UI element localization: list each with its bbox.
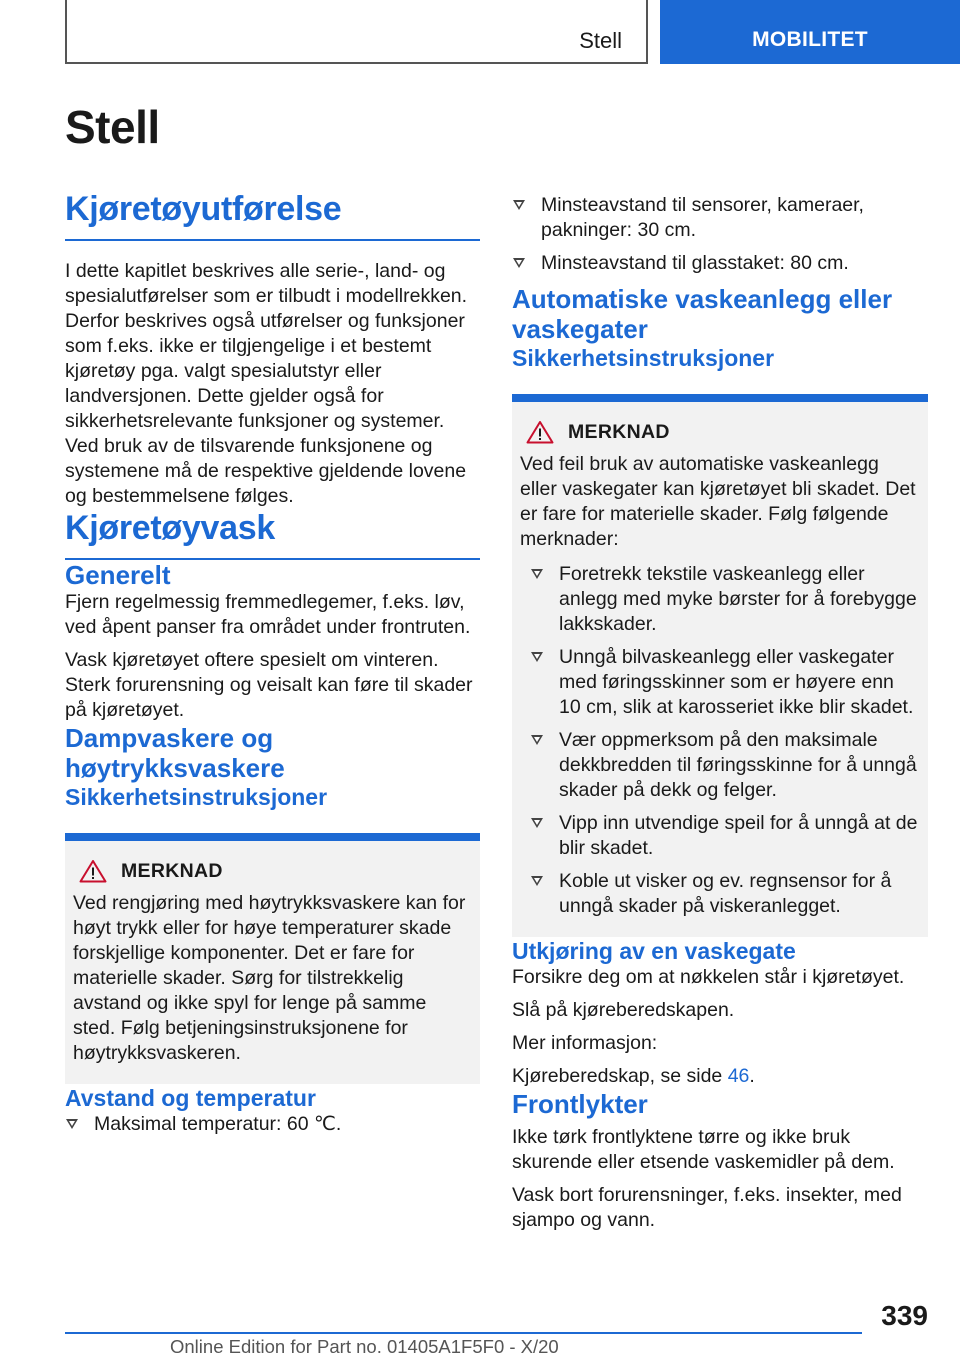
- section-heading-automatic-wash: Automatiske vaskeanlegg eller vaskegater: [512, 284, 893, 344]
- footer-divider: [65, 1332, 862, 1334]
- left-column: [65, 190, 480, 1145]
- triangle-bullet-icon: [531, 569, 543, 579]
- notice-box-pressure-washer: [65, 833, 480, 1084]
- list-item: Maksimal temperatur: 60 ℃.: [65, 1112, 480, 1137]
- subheading-safety-right: Sikkerhetsinstruksjoner: [512, 345, 775, 371]
- chapter-heading-vehicle-wash: Kjøretøyvask: [65, 509, 480, 560]
- triangle-bullet-icon: [531, 735, 543, 745]
- subheading-safety-left: Sikkerhetsinstruksjoner: [65, 784, 328, 810]
- general-paragraph-1: Fjern regelmessig fremmedlegemer, f.eks. løv, ved åpent panser fra området under frontruten.: [65, 591, 471, 638]
- notice-box-automatic-wash: [512, 394, 928, 937]
- list-item: Minsteavstand til sensorer, kameraer, pakninger: 30 cm.: [512, 193, 928, 243]
- triangle-bullet-icon: [513, 200, 525, 210]
- exit-paragraph-2: Slå på kjøreberedskapen.: [512, 999, 735, 1021]
- page-number: 339: [881, 1300, 928, 1331]
- header-frame: [65, 0, 648, 64]
- section-heading-steam-pressure: Dampvaskere og høytrykksvaskere: [65, 723, 285, 783]
- exit-paragraph-3: Mer informasjon:: [512, 1032, 658, 1054]
- headlights-paragraph-2: Vask bort forurensninger, f.eks. insekter, med sjampo og vann.: [512, 1184, 902, 1231]
- distance-list-right: [512, 193, 928, 276]
- general-paragraph-2: Vask kjøretøyet oftere spesielt om vinteren. Sterk forurensning og veisalt kan føre til skader på kjøretøyet.: [65, 649, 473, 721]
- chapter-heading-vehicle-design: Kjøretøyutførelse: [65, 190, 480, 241]
- header-section-title: Stell: [579, 28, 622, 53]
- headlights-paragraph-1: Ikke tørk frontlyktene tørre og ikke bruk skurende eller etsende vaskemidler på dem.: [512, 1126, 895, 1173]
- list-item: Vipp inn utvendige speil for å unngå at de blir skadet.: [530, 811, 920, 861]
- list-item: Koble ut visker og ev. regnsensor for å unngå skader på viskeranlegget.: [530, 869, 920, 919]
- notice-title: MERKNAD: [121, 859, 223, 882]
- triangle-bullet-icon: [513, 258, 525, 268]
- exit-paragraph-4: Kjøreberedskap, se side 46.: [512, 1065, 755, 1087]
- list-item: Vær oppmerksom på den maksimale dekkbredden til føringsskinne for å unngå skader på dekk og felger.: [530, 728, 920, 803]
- notice-list: [520, 562, 920, 919]
- exit-paragraph-1: Forsikre deg om at nøkkelen står i kjøretøyet.: [512, 966, 905, 988]
- triangle-bullet-icon: [531, 818, 543, 828]
- list-item: Foretrekk tekstile vaskeanlegg eller anlegg med myke børster for å forebygge lakkskader.: [530, 562, 920, 637]
- notice-header: [73, 859, 472, 883]
- notice-header: [520, 420, 920, 444]
- subheading-distance-temperature: Avstand og temperatur: [65, 1085, 316, 1111]
- distance-list-left: [65, 1112, 480, 1137]
- page-title: Stell: [65, 101, 160, 153]
- footer-edition-text: Online Edition for Part no. 01405A1F5F0 - X/20: [170, 1336, 559, 1357]
- page-reference-link[interactable]: 46: [727, 1065, 750, 1087]
- list-item: Unngå bilvaskeanlegg eller vaskegater med føringsskinner som er høyere enn 10 cm, slik at karosseriet ikke blir skadet.: [530, 645, 920, 720]
- vehicle-design-paragraph: I dette kapitlet beskrives alle serie-, land- og spesialutførelser som er tilbudt i modellrekken. Derfor beskrives også utførelser og funksjoner som f.eks. ikke er tilgjengelige i et bestemt kjøretøy pga. valgt spesialutstyr eller landversjonen. Dette gjelder også for sikkerhetsrelevante funksjoner og systemer. Ved bruk av de tilsvarende funksjonene og systemene må de respektive gjeldende lovene og bestemmelsene følges.: [65, 260, 468, 507]
- warning-triangle-icon: [526, 420, 554, 444]
- notice-text: Ved rengjøring med høytrykksvaskere kan for høyt trykk eller for høye temperaturer skade forskjellige komponenter. Det er fare for materielle skader. Sørg for tilstrekkelig avstand og ikke spyl for lenge på samme sted. Følg betjeningsinstruksjonene for høytrykksvaskeren.: [73, 892, 466, 1064]
- triangle-bullet-icon: [531, 876, 543, 886]
- section-heading-general: Generelt: [65, 560, 171, 590]
- notice-text: Ved feil bruk av automatiske vaskeanlegg eller vaskegater kan kjøretøyet bli skadet. Det er fare for materielle skader. Følg følgende merknader:: [520, 453, 916, 550]
- warning-triangle-icon: [79, 859, 107, 883]
- triangle-bullet-icon: [66, 1119, 78, 1129]
- section-heading-headlights: Frontlykter: [512, 1089, 648, 1119]
- right-column: [512, 193, 928, 1233]
- notice-title: MERKNAD: [568, 420, 670, 443]
- subheading-exit-car-wash: Utkjøring av en vaskegate: [512, 938, 796, 964]
- list-item: Minsteavstand til glasstaket: 80 cm.: [512, 251, 928, 276]
- triangle-bullet-icon: [531, 652, 543, 662]
- header-chapter-tab[interactable]: MOBILITET: [660, 0, 960, 64]
